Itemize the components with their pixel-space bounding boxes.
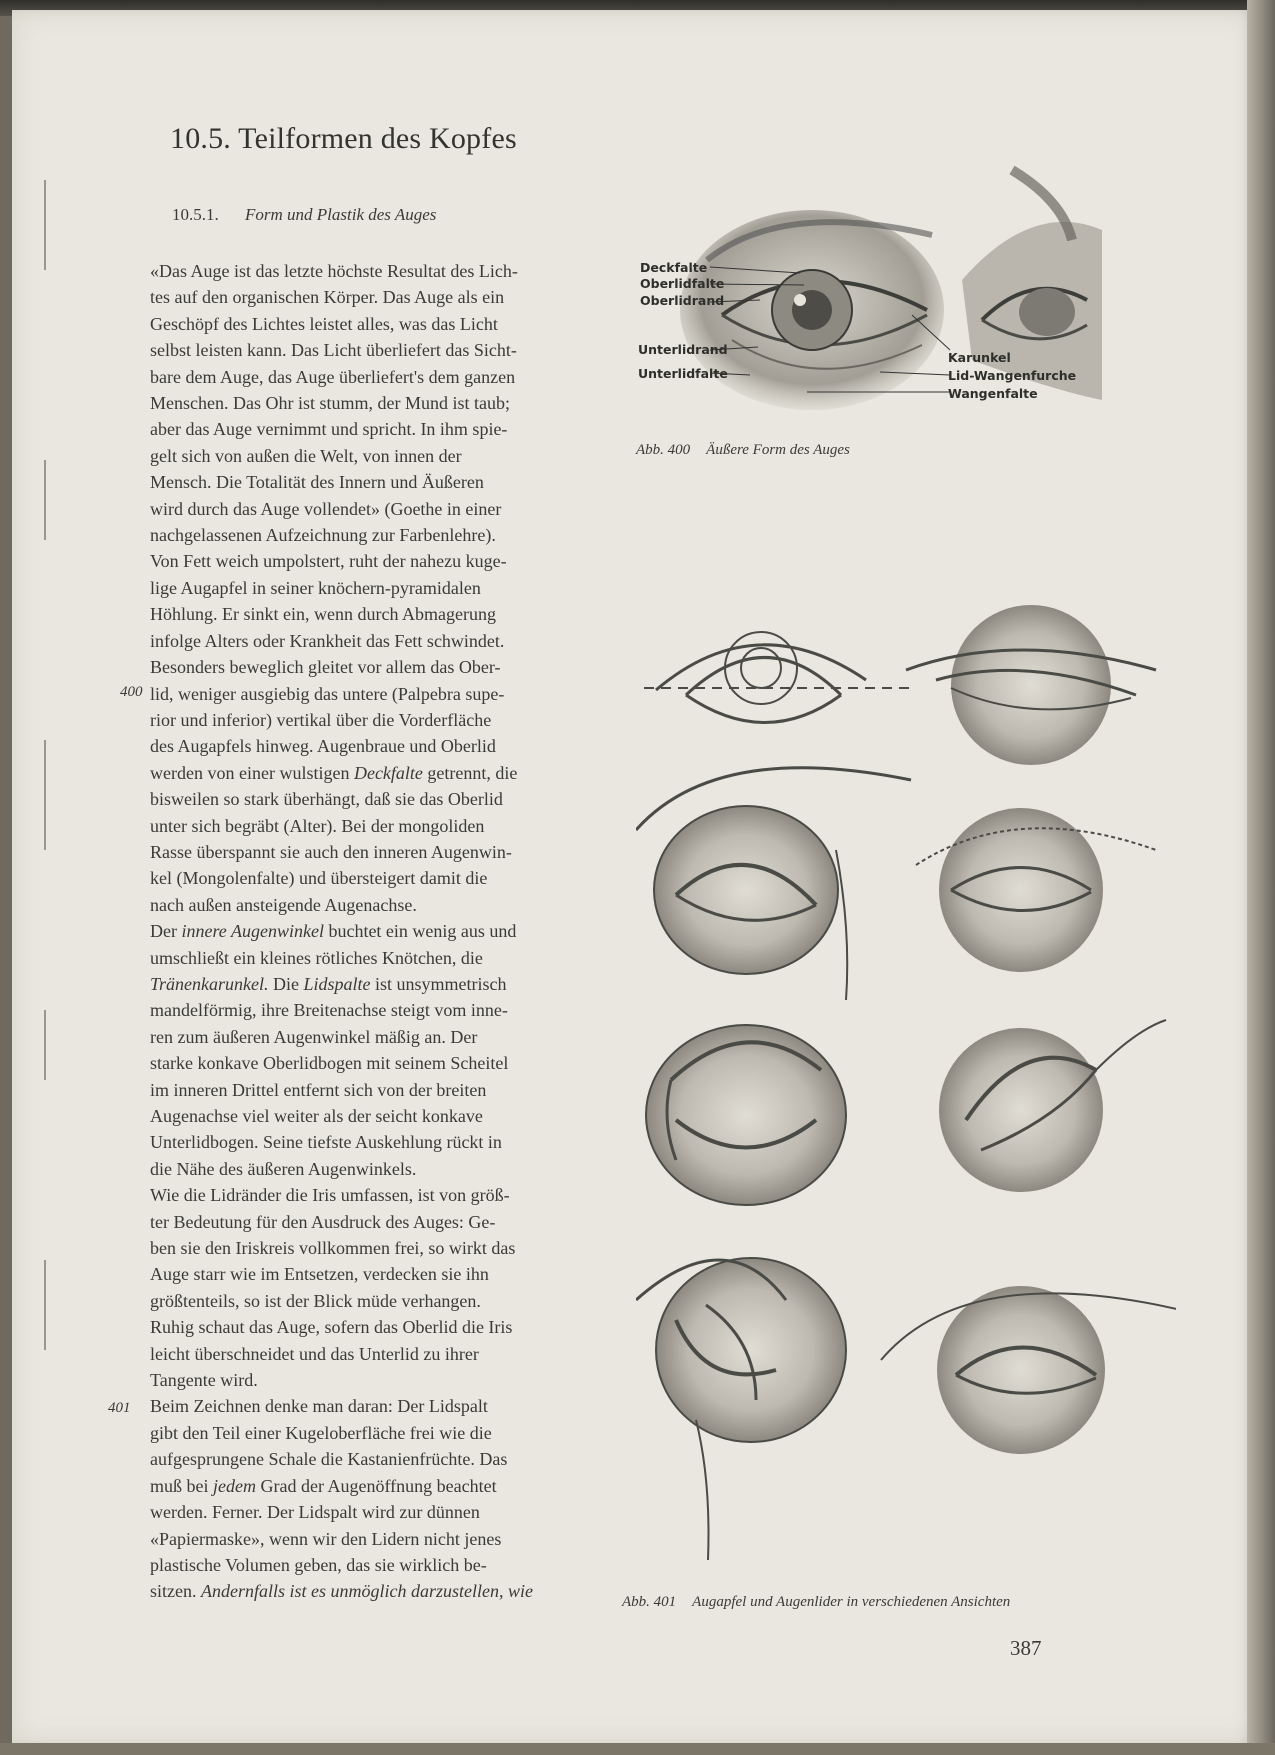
text-line: größtenteils, so ist der Blick müde verhangen.: [150, 1290, 481, 1311]
text-line: nachgelassenen Aufzeichnung zur Farbenlehre).: [150, 525, 496, 546]
text-line: sitzen. Andernfalls ist es unmöglich darzustellen, wie: [150, 1581, 533, 1602]
text-line: Von Fett weich umpolstert, ruht der nahezu kuge-: [150, 551, 507, 572]
text-line: Besonders beweglich gleitet vor allem das Ober-: [150, 657, 501, 678]
figure-400: [632, 140, 1102, 420]
text-line: Der innere Augenwinkel buchtet ein wenig aus und: [150, 921, 517, 942]
text-line: aufgesprungene Schale die Kastanienfrüchte. Das: [150, 1449, 508, 1470]
text-line: ter Bedeutung für den Ausdruck des Auges: Ge-: [150, 1211, 496, 1232]
text-line: unter sich begräbt (Alter). Bei der mongoliden: [150, 815, 485, 836]
text-line: selbst leisten kann. Das Licht überliefert das Sicht-: [150, 340, 517, 361]
caption-text: Äußere Form des Auges: [706, 442, 850, 458]
margin-figure-ref: 401: [108, 1400, 131, 1416]
chapter-title: 10.5. Teilformen des Kopfes: [170, 122, 517, 155]
section-number: 10.5.1.: [172, 205, 219, 224]
text-line: leicht überschneidet und das Unterlid zu ihrer: [150, 1343, 479, 1364]
text-line: gibt den Teil einer Kugeloberfläche frei wie die: [150, 1422, 492, 1443]
page-number: 387: [1010, 1636, 1042, 1660]
label-oberlidrand: Oberlidrand: [640, 293, 725, 308]
text-line: starke konkave Oberlidbogen mit seinem Scheitel: [150, 1053, 509, 1074]
text-line: Geschöpf des Lichtes leistet alles, was das Licht: [150, 313, 498, 334]
text-line: infolge Alters oder Krankheit das Fett schwindet.: [150, 630, 505, 651]
binding-stitch: [44, 180, 46, 270]
section-title: Form und Plastik des Auges: [245, 205, 437, 224]
label-wangenfalte: Wangenfalte: [948, 386, 1038, 401]
text-line: Ruhig schaut das Auge, sofern das Oberlid die Iris: [150, 1317, 513, 1338]
label-unterlidrand: Unterlidrand: [638, 342, 728, 357]
binding-stitch: [44, 740, 46, 850]
text-line: nach außen ansteigende Augenachse.: [150, 894, 417, 915]
text-line: muß bei jedem Grad der Augenöffnung beachtet: [150, 1475, 497, 1496]
label-oberlidfalte: Oberlidfalte: [640, 276, 725, 291]
margin-figure-ref: 400: [120, 684, 143, 700]
figure-400-caption: [636, 442, 850, 459]
text-line: Tränenkarunkel. Die Lidspalte ist unsymmetrisch: [150, 973, 507, 994]
caption-number: Abb. 400: [636, 442, 691, 458]
text-line: rior und inferior) vertikal über die Vorderfläche: [150, 709, 492, 730]
book-bottom-edge: [0, 1743, 1275, 1755]
text-line: gelt sich von außen die Welt, von innen der: [150, 445, 462, 466]
text-line: aber das Auge vernimmt und spricht. In ihm spie-: [150, 419, 508, 440]
book-right-edge: [1247, 0, 1275, 1755]
text-line: kel (Mongolenfalte) und übersteigert damit die: [150, 868, 488, 889]
figure-401-caption: [622, 1594, 1010, 1611]
text-line: Beim Zeichnen denke man daran: Der Lidspalt: [150, 1396, 488, 1417]
binding-stitch: [44, 1260, 46, 1350]
text-line: mandelförmig, ihre Breitenachse steigt vom inne-: [150, 1000, 508, 1021]
text-line: Tangente wird.: [150, 1370, 258, 1391]
text-line: umschließt ein kleines rötliches Knötchen, die: [150, 947, 483, 968]
text-line: lid, weniger ausgiebig das untere (Palpebra supe-: [150, 683, 505, 704]
text-line: des Augapfels hinweg. Augenbraue und Oberlid: [150, 736, 496, 757]
caption-text: Augapfel und Augenlider in verschiedenen Ansichten: [692, 1594, 1011, 1610]
binding-stitch: [44, 460, 46, 540]
figure-401: [636, 600, 1176, 1560]
text-line: Wie die Lidränder die Iris umfassen, ist von größ-: [150, 1185, 510, 1206]
label-deckfalte: Deckfalte: [640, 260, 708, 275]
text-line: «Papiermaske», wenn wir den Lidern nicht jenes: [150, 1528, 502, 1549]
body-text: [150, 258, 595, 1605]
label-unterlidfalte: Unterlidfalte: [638, 366, 728, 381]
text-line: ben sie den Iriskreis vollkommen frei, so wirkt das: [150, 1238, 516, 1259]
text-line: Mensch. Die Totalität des Innern und Äußeren: [150, 472, 484, 493]
caption-number: Abb. 401: [622, 1594, 677, 1610]
text-line: «Das Auge ist das letzte höchste Resultat des Lich-: [150, 261, 518, 281]
text-line: Menschen. Das Ohr ist stumm, der Mund ist taub;: [150, 393, 510, 414]
section-heading: [172, 205, 436, 225]
text-line: plastische Volumen geben, das sie wirklich be-: [150, 1554, 487, 1575]
text-line: werden. Ferner. Der Lidspalt wird zur dünnen: [150, 1502, 480, 1523]
text-line: bare dem Auge, das Auge überliefert's dem ganzen: [150, 366, 516, 387]
text-line: tes auf den organischen Körper. Das Auge als ein: [150, 287, 505, 308]
label-lid-wangenfurche: Lid-Wangenfurche: [948, 368, 1077, 383]
text-line: wird durch das Auge vollendet» (Goethe in einer: [150, 498, 502, 519]
text-line: werden von einer wulstigen Deckfalte getrennt, die: [150, 762, 518, 783]
text-line: Augenachse viel weiter als der seicht konkave: [150, 1106, 483, 1126]
text-line: Auge starr wie im Entsetzen, verdecken sie ihn: [150, 1264, 489, 1285]
text-line: Rasse überspannt sie auch den inneren Augenwin-: [150, 841, 512, 862]
text-line: Unterlidbogen. Seine tiefste Auskehlung rückt in: [150, 1132, 502, 1153]
text-line: lige Augapfel in seiner knöchern-pyramidalen: [150, 577, 481, 598]
text-line: ren zum äußeren Augenwinkel mäßig an. Der: [150, 1026, 478, 1047]
binding-stitch: [44, 1010, 46, 1080]
text-line: im inneren Drittel entfernt sich von der breiten: [150, 1079, 487, 1100]
eyeball-sketches-illustration: [636, 600, 1176, 1560]
label-karunkel: Karunkel: [948, 350, 1011, 365]
text-line: Höhlung. Er sinkt ein, wenn durch Abmagerung: [150, 604, 496, 625]
text-line: die Nähe des äußeren Augenwinkels.: [150, 1158, 417, 1179]
text-line: bisweilen so stark überhängt, daß sie das Oberlid: [150, 789, 503, 810]
